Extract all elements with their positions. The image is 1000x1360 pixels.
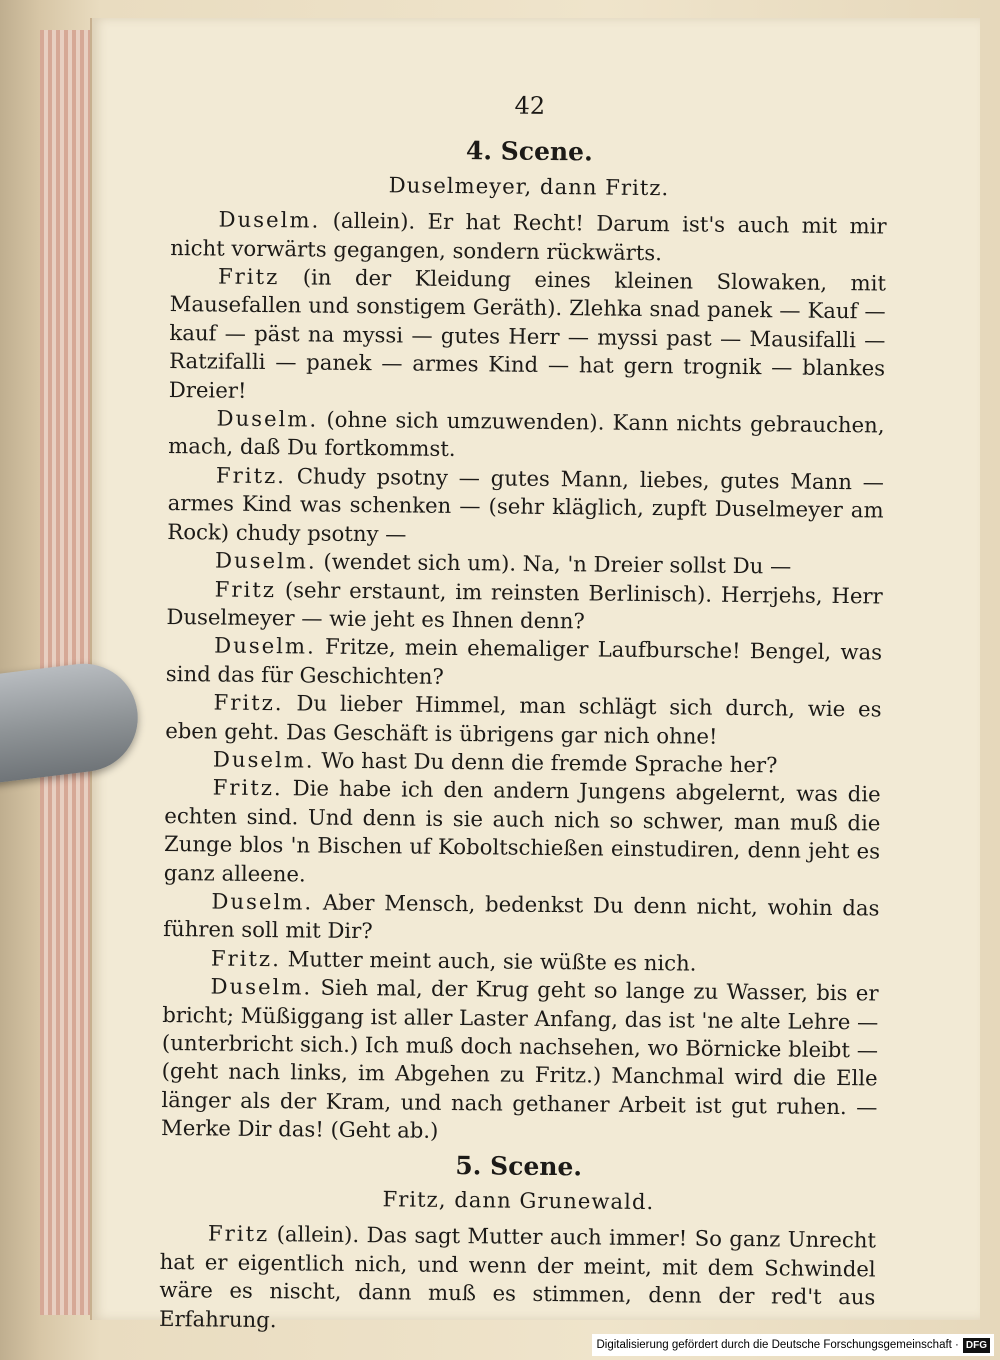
- dialogue-line: [168, 404, 885, 468]
- dialogue-line: [170, 205, 887, 269]
- dialogue-line: [159, 1219, 876, 1340]
- funding-credit: Digitalisierung gefördert durch die Deutsche Forschungsgemeinschaft ·: [596, 1339, 959, 1351]
- speaker-name: Fritz.: [212, 774, 283, 801]
- dialogue-line: [165, 688, 882, 752]
- dialogue-text: Fritze, mein ehemaliger Laufbursche! Bengel, was sind das für Geschichten?: [165, 633, 883, 689]
- speaker-name: Fritz.: [213, 689, 284, 716]
- dialogue-text: Wo hast Du denn die fremde Sprache her?: [321, 747, 778, 778]
- speaker-name: Duselm.: [212, 746, 315, 773]
- scene-5-cast: Fritz, dann Grunewald.: [382, 1186, 655, 1215]
- speaker-name: Duselm.: [214, 632, 316, 659]
- dialogue-line: [169, 262, 886, 412]
- dialogue-text: (allein). Er hat Recht! Darum ist's auch mit mir nicht vorwärts gegangen, sondern rückwärts.: [170, 207, 887, 265]
- speaker-name: Duselm.: [214, 547, 317, 574]
- dfg-logo: DFG: [963, 1338, 990, 1353]
- dialogue-text: Mutter meint auch, sie wüßte es nich.: [287, 946, 697, 976]
- dialogue-text: Chudy psotny — gutes Mann, liebes, gutes Mann — armes Kind was schenken — (sehr kläglich, zupft Duselmeyer am Rock) chudy psotny —: [167, 463, 885, 547]
- speaker-name: Duselm.: [218, 206, 321, 233]
- dialogue-line: [166, 631, 883, 695]
- scene-4-cast: Duselmeyer, dann Fritz.: [388, 172, 670, 201]
- speaker-name: Duselm.: [211, 888, 314, 915]
- speaker-name: Fritz.: [210, 945, 282, 971]
- page-content: [159, 88, 888, 1340]
- dialogue-line: [163, 887, 880, 951]
- speaker-name: Duselm.: [216, 405, 319, 432]
- speaker-name: Fritz: [217, 263, 280, 290]
- dialogue-text: (wendet sich um). Na, 'n Dreier sollst Du —: [323, 548, 792, 579]
- dialogue-text: (sehr erstaunt, im reinsten Berlinisch). Herrjehs, Herr Duselmeyer — wie jeht es Ihnen denn?: [166, 576, 883, 634]
- scene-4-title: 4. Scene.: [465, 136, 593, 167]
- dialogue-text: Sieh mal, der Krug geht so lange zu Wasser, bis er bricht; Müßiggang ist aller Laster Anfang, das ist 'ne alte Lehre — (unterbricht sich.) Ich muß doch nachsehen, wo Börnicke bleibt — (geht nach links, im Abgehen zu Fritz.) Manchmal wird die Elle länger als der Kram, und nach gethaner Arbeit ist gut ruhen. — Merke Dir das! (Geht ab.): [160, 974, 879, 1144]
- dialogue-text: Die habe ich den andern Jungens abgelernt, was die echten sind. Und denn is sie auch nich so schwer, man muß die Zunge blos 'n Bischen uf Koboltschießen einstudiren, denn jeht es ganz alleene.: [163, 775, 881, 887]
- dialogue-line: [161, 972, 879, 1150]
- dialogue-text: (in der Kleidung eines kleinen Slowaken, mit Mausefallen und sonstigem Geräth). Zlehka snad panek — Kauf — kauf — päst na myssi — gutes Herr — myssi past — Mausifalli — Ratzifalli — panek — armes Kind — hat gern trognik — blankes Dreier!: [168, 264, 887, 403]
- dialogue-line: [164, 773, 881, 894]
- page-number: 42: [514, 91, 546, 120]
- dialogue-text: (ohne sich umzuwenden). Kann nichts gebrauchen, mach, daß Du fortkommst.: [168, 406, 885, 462]
- speaker-name: Duselm.: [210, 973, 313, 1000]
- speaker-name: Fritz: [214, 575, 277, 602]
- dialogue-line: [166, 574, 883, 638]
- dialogue-text: Du lieber Himmel, man schlägt sich durch, wie es eben geht. Das Geschäft is übrigens gar nich ohne!: [165, 690, 882, 749]
- digitization-footer: [592, 1334, 994, 1356]
- speaker-name: Fritz.: [215, 462, 287, 489]
- dialogue-text: Aber Mensch, bedenkst Du denn nicht, wohin das führen soll mit Dir?: [163, 889, 880, 944]
- dialogue-text: (allein). Das sagt Mutter auch immer! So ganz Unrecht hat er eigentlich nich, und wenn der meint, mit dem Schwindel wäre es nischt, dann muß es stimmen, denn der red't aus Erfahrung.: [158, 1221, 877, 1332]
- dialogue-line: [167, 461, 884, 554]
- scene-5-title: 5. Scene.: [455, 1150, 583, 1181]
- speaker-name: Fritz: [207, 1220, 270, 1247]
